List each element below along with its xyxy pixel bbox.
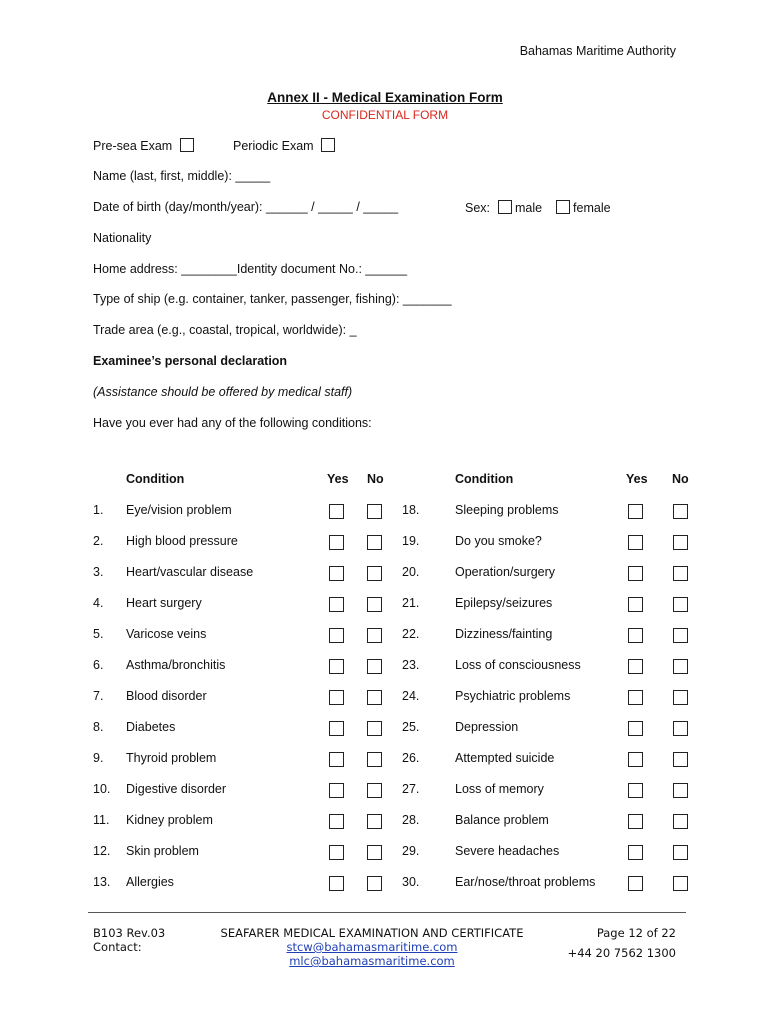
condition-label: Operation/surgery <box>455 565 556 579</box>
declaration-heading: Examinee’s personal declaration <box>93 354 288 368</box>
condition-number: 5. <box>93 627 104 641</box>
yes-checkbox[interactable] <box>628 752 643 767</box>
condition-number: 20. <box>402 565 420 579</box>
name-field[interactable]: Name (last, first, middle): _____ <box>93 169 271 183</box>
yes-checkbox[interactable] <box>628 783 643 798</box>
organization-header: Bahamas Maritime Authority <box>519 44 676 58</box>
condition-number: 22. <box>402 627 420 641</box>
condition-label: Kidney problem <box>126 813 213 827</box>
no-checkbox[interactable] <box>367 659 382 674</box>
condition-label: Diabetes <box>126 720 176 734</box>
right-no-header: No <box>672 472 689 486</box>
email-mlc-link[interactable]: mlc@bahamasmaritime.com <box>289 954 455 968</box>
condition-label: Loss of memory <box>455 782 544 796</box>
condition-label: Do you smoke? <box>455 534 542 548</box>
condition-number: 26. <box>402 751 420 765</box>
male-label: male <box>514 201 543 215</box>
no-checkbox[interactable] <box>673 721 688 736</box>
email-stcw-link[interactable]: stcw@bahamasmaritime.com <box>286 940 458 954</box>
declaration-note: (Assistance should be offered by medical staff) <box>93 385 353 399</box>
periodic-exam-label: Periodic Exam <box>233 139 314 153</box>
male-checkbox[interactable] <box>498 200 512 214</box>
document-id: B103 Rev.03 <box>93 926 166 940</box>
condition-label: Loss of consciousness <box>455 658 581 672</box>
condition-number: 7. <box>93 689 104 703</box>
presea-exam-checkbox[interactable] <box>180 138 194 152</box>
left-no-header: No <box>367 472 384 486</box>
presea-exam-label: Pre-sea Exam <box>93 139 173 153</box>
female-label: female <box>573 201 611 215</box>
yes-checkbox[interactable] <box>329 628 344 643</box>
condition-label: Eye/vision problem <box>126 503 232 517</box>
condition-label: Digestive disorder <box>126 782 227 796</box>
no-checkbox[interactable] <box>367 535 382 550</box>
condition-number: 30. <box>402 875 420 889</box>
condition-number: 29. <box>402 844 420 858</box>
yes-checkbox[interactable] <box>628 659 643 674</box>
left-condition-header: Condition <box>126 472 185 486</box>
address-id-field[interactable]: Home address: ________Identity document No.: ______ <box>93 262 408 276</box>
condition-label: Balance problem <box>455 813 549 827</box>
condition-number: 24. <box>402 689 420 703</box>
condition-label: Depression <box>455 720 519 734</box>
condition-label: Psychiatric problems <box>455 689 571 703</box>
yes-checkbox[interactable] <box>329 814 344 829</box>
yes-checkbox[interactable] <box>329 876 344 891</box>
no-checkbox[interactable] <box>673 752 688 767</box>
condition-label: Epilepsy/seizures <box>455 596 553 610</box>
condition-number: 10. <box>93 782 111 796</box>
yes-checkbox[interactable] <box>329 535 344 550</box>
footer-divider <box>88 912 686 913</box>
nationality-field[interactable]: Nationality <box>93 231 152 245</box>
right-condition-header: Condition <box>455 472 514 486</box>
condition-number: 11. <box>93 813 110 827</box>
periodic-exam-checkbox[interactable] <box>321 138 335 152</box>
condition-number: 25. <box>402 720 420 734</box>
condition-number: 13. <box>93 875 111 889</box>
yes-checkbox[interactable] <box>628 504 643 519</box>
no-checkbox[interactable] <box>673 535 688 550</box>
condition-number: 23. <box>402 658 420 672</box>
condition-label: Thyroid problem <box>126 751 217 765</box>
confidential-label: CONFIDENTIAL FORM <box>321 108 449 122</box>
no-checkbox[interactable] <box>673 814 688 829</box>
no-checkbox[interactable] <box>673 690 688 705</box>
sex-label: Sex: <box>465 201 491 215</box>
yes-checkbox[interactable] <box>628 628 643 643</box>
condition-label: Allergies <box>126 875 174 889</box>
condition-number: 2. <box>93 534 104 548</box>
no-checkbox[interactable] <box>673 628 688 643</box>
yes-checkbox[interactable] <box>628 721 643 736</box>
condition-label: Asthma/bronchitis <box>126 658 226 672</box>
condition-number: 4. <box>93 596 104 610</box>
condition-number: 28. <box>402 813 420 827</box>
no-checkbox[interactable] <box>367 628 382 643</box>
page-number: Page 12 of 22 <box>596 926 676 940</box>
no-checkbox[interactable] <box>673 566 688 581</box>
no-checkbox[interactable] <box>367 845 382 860</box>
condition-label: Varicose veins <box>126 627 207 641</box>
yes-checkbox[interactable] <box>329 783 344 798</box>
condition-label: Severe headaches <box>455 844 560 858</box>
no-checkbox[interactable] <box>367 752 382 767</box>
condition-label: Blood disorder <box>126 689 207 703</box>
yes-checkbox[interactable] <box>329 845 344 860</box>
condition-label: Dizziness/fainting <box>455 627 553 641</box>
condition-number: 27. <box>402 782 420 796</box>
condition-label: Ear/nose/throat problems <box>455 875 596 889</box>
condition-label: Sleeping problems <box>455 503 559 517</box>
yes-checkbox[interactable] <box>329 504 344 519</box>
condition-label: Heart surgery <box>126 596 202 610</box>
sex-field <box>465 200 611 215</box>
dob-field[interactable]: Date of birth (day/month/year): ______ / _____ / _____ <box>93 200 399 214</box>
no-checkbox[interactable] <box>673 876 688 891</box>
phone-number: +44 20 7562 1300 <box>567 946 676 960</box>
yes-checkbox[interactable] <box>329 721 344 736</box>
no-checkbox[interactable] <box>673 597 688 612</box>
yes-checkbox[interactable] <box>329 659 344 674</box>
footer-title: SEAFARER MEDICAL EXAMINATION AND CERTIFICATE <box>220 926 524 940</box>
yes-checkbox[interactable] <box>329 566 344 581</box>
condition-number: 19. <box>402 534 420 548</box>
trade-area-field[interactable]: Trade area (e.g., coastal, tropical, worldwide): _ <box>93 323 357 337</box>
no-checkbox[interactable] <box>367 504 382 519</box>
declaration-question: Have you ever had any of the following conditions: <box>93 416 372 430</box>
left-yes-header: Yes <box>327 472 349 486</box>
female-checkbox[interactable] <box>556 200 570 214</box>
form-title: Annex II - Medical Examination Form <box>267 90 503 105</box>
yes-checkbox[interactable] <box>628 535 643 550</box>
condition-number: 12. <box>93 844 111 858</box>
condition-label: Skin problem <box>126 844 199 858</box>
presea-exam-option <box>93 138 194 153</box>
no-checkbox[interactable] <box>673 504 688 519</box>
condition-label: Attempted suicide <box>455 751 555 765</box>
yes-checkbox[interactable] <box>628 876 643 891</box>
ship-type-field[interactable]: Type of ship (e.g. container, tanker, passenger, fishing): _______ <box>93 292 452 306</box>
yes-checkbox[interactable] <box>329 752 344 767</box>
condition-label: Heart/vascular disease <box>126 565 254 579</box>
no-checkbox[interactable] <box>367 597 382 612</box>
no-checkbox[interactable] <box>673 783 688 798</box>
yes-checkbox[interactable] <box>329 597 344 612</box>
periodic-exam-option <box>233 138 335 153</box>
condition-number: 9. <box>93 751 104 765</box>
no-checkbox[interactable] <box>367 721 382 736</box>
condition-number: 21. <box>402 596 420 610</box>
condition-number: 18. <box>402 503 420 517</box>
no-checkbox[interactable] <box>367 783 382 798</box>
yes-checkbox[interactable] <box>628 597 643 612</box>
yes-checkbox[interactable] <box>329 690 344 705</box>
yes-checkbox[interactable] <box>628 845 643 860</box>
no-checkbox[interactable] <box>673 659 688 674</box>
contact-label: Contact: <box>93 940 142 954</box>
yes-checkbox[interactable] <box>628 814 643 829</box>
right-yes-header: Yes <box>626 472 648 486</box>
condition-number: 3. <box>93 565 104 579</box>
yes-checkbox[interactable] <box>628 690 643 705</box>
condition-number: 6. <box>93 658 104 672</box>
condition-label: High blood pressure <box>126 534 238 548</box>
no-checkbox[interactable] <box>367 876 382 891</box>
no-checkbox[interactable] <box>673 845 688 860</box>
no-checkbox[interactable] <box>367 814 382 829</box>
condition-number: 1. <box>93 503 104 517</box>
no-checkbox[interactable] <box>367 566 382 581</box>
condition-number: 8. <box>93 720 104 734</box>
yes-checkbox[interactable] <box>628 566 643 581</box>
no-checkbox[interactable] <box>367 690 382 705</box>
